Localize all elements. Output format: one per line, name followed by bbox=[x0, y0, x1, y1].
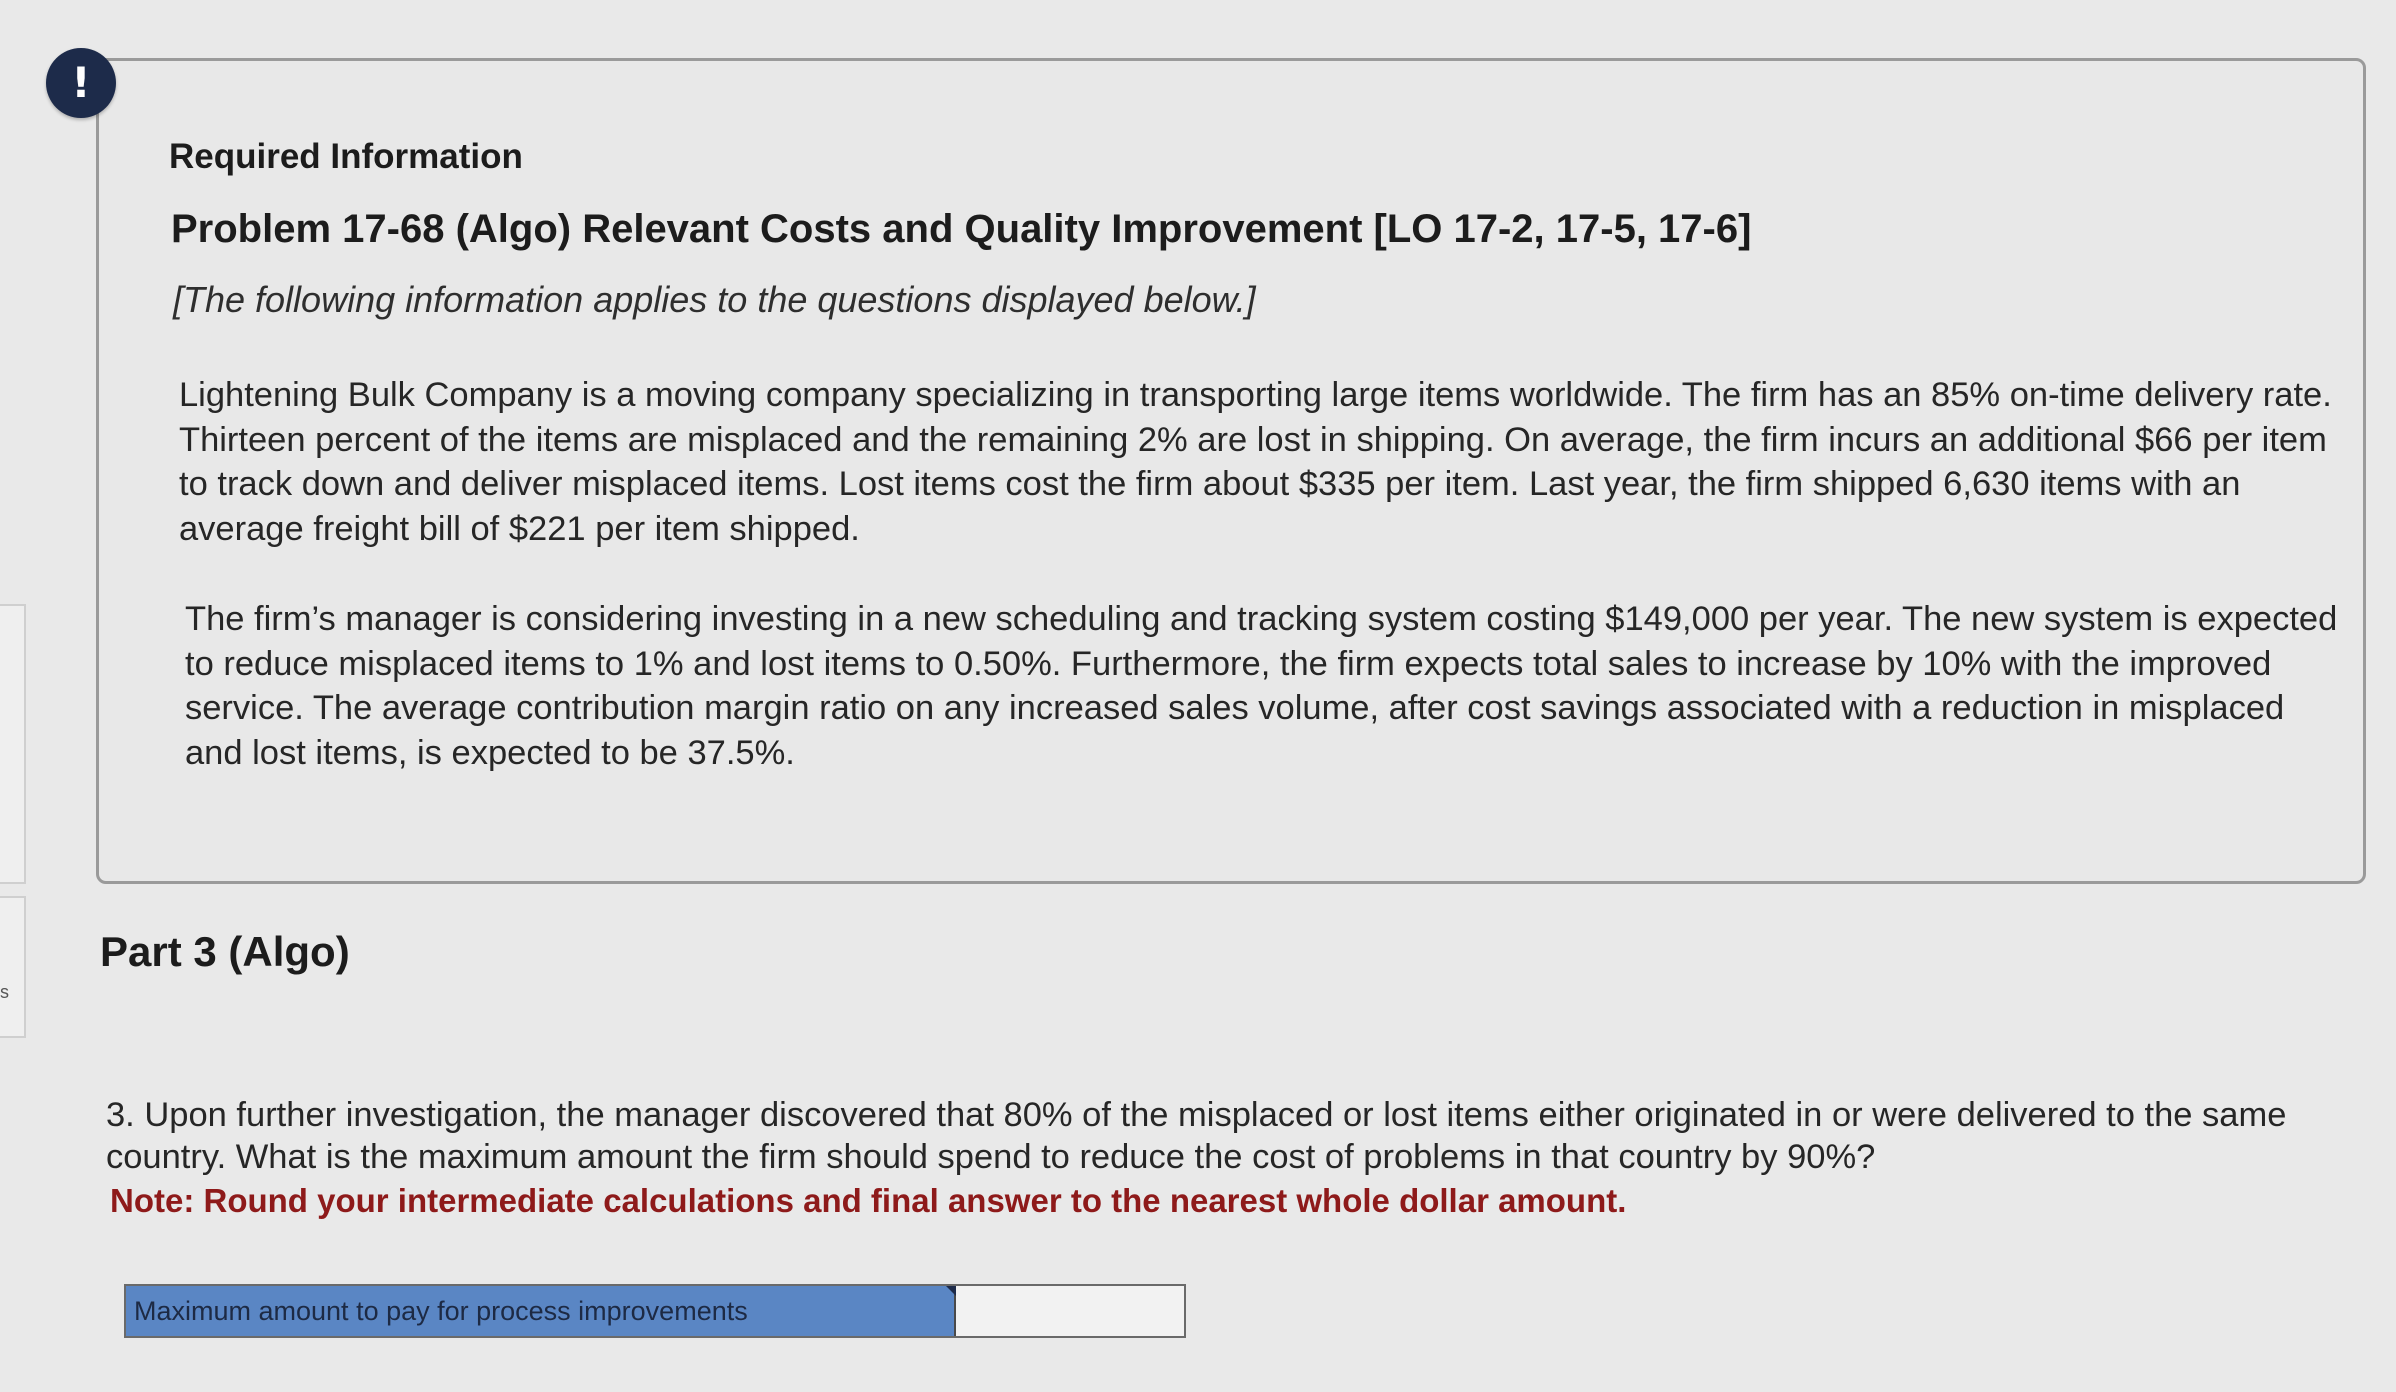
side-panel-edge-lower bbox=[0, 896, 26, 1038]
scenario-paragraph-1: Lightening Bulk Company is a moving company specializing in transporting large items worldwide. The firm has an 85% on-time delivery rate. Thirteen percent of the items are misplaced and the remaining 2% are lost in shipping. On average, the firm incurs an additional $66 per item to track down and deliver misplaced items. Lost items cost the firm about $335 per item. Last year, the firm shipped 6,630 items with an average freight bill of $221 per item shipped. bbox=[179, 376, 2332, 548]
applies-note: [The following information applies to the questions displayed below.] bbox=[173, 279, 1256, 320]
rounding-note: Note: Round your intermediate calculations and final answer to the nearest whole dollar amount. bbox=[110, 1182, 1627, 1219]
max-amount-input[interactable] bbox=[956, 1286, 1184, 1336]
exclamation-icon: ! bbox=[46, 48, 116, 118]
required-information-heading: Required Information bbox=[169, 137, 523, 176]
side-panel-fragment-text: s bbox=[0, 982, 9, 1002]
question-text: 3. Upon further investigation, the manager discovered that 80% of the misplaced or lost items either originated in or were delivered to the same country. What is the maximum amount the firm should spend to reduce the cost of problems in that country by 90%? bbox=[106, 1096, 2287, 1176]
part-title: Part 3 (Algo) bbox=[100, 928, 350, 975]
problem-title: Problem 17-68 (Algo) Relevant Costs and Quality Improvement [LO 17-2, 17-5, 17-6] bbox=[171, 207, 1752, 251]
required-information-box bbox=[96, 58, 2366, 884]
answer-row bbox=[124, 1284, 1186, 1338]
side-panel-edge bbox=[0, 604, 26, 884]
scenario-paragraph-2: The firm’s manager is considering investing in a new scheduling and tracking system costing $149,000 per year. The new system is expected to reduce misplaced items to 1% and lost items to 0.50%. Furthermore, the firm expects total sales to increase by 10% with the improved service. The average contribution margin ratio on any increased sales volume, after cost savings associated with a reduction in misplaced and lost items, is expected to be 37.5%. bbox=[185, 600, 2338, 772]
answer-label: Maximum amount to pay for process improvements bbox=[126, 1286, 956, 1336]
